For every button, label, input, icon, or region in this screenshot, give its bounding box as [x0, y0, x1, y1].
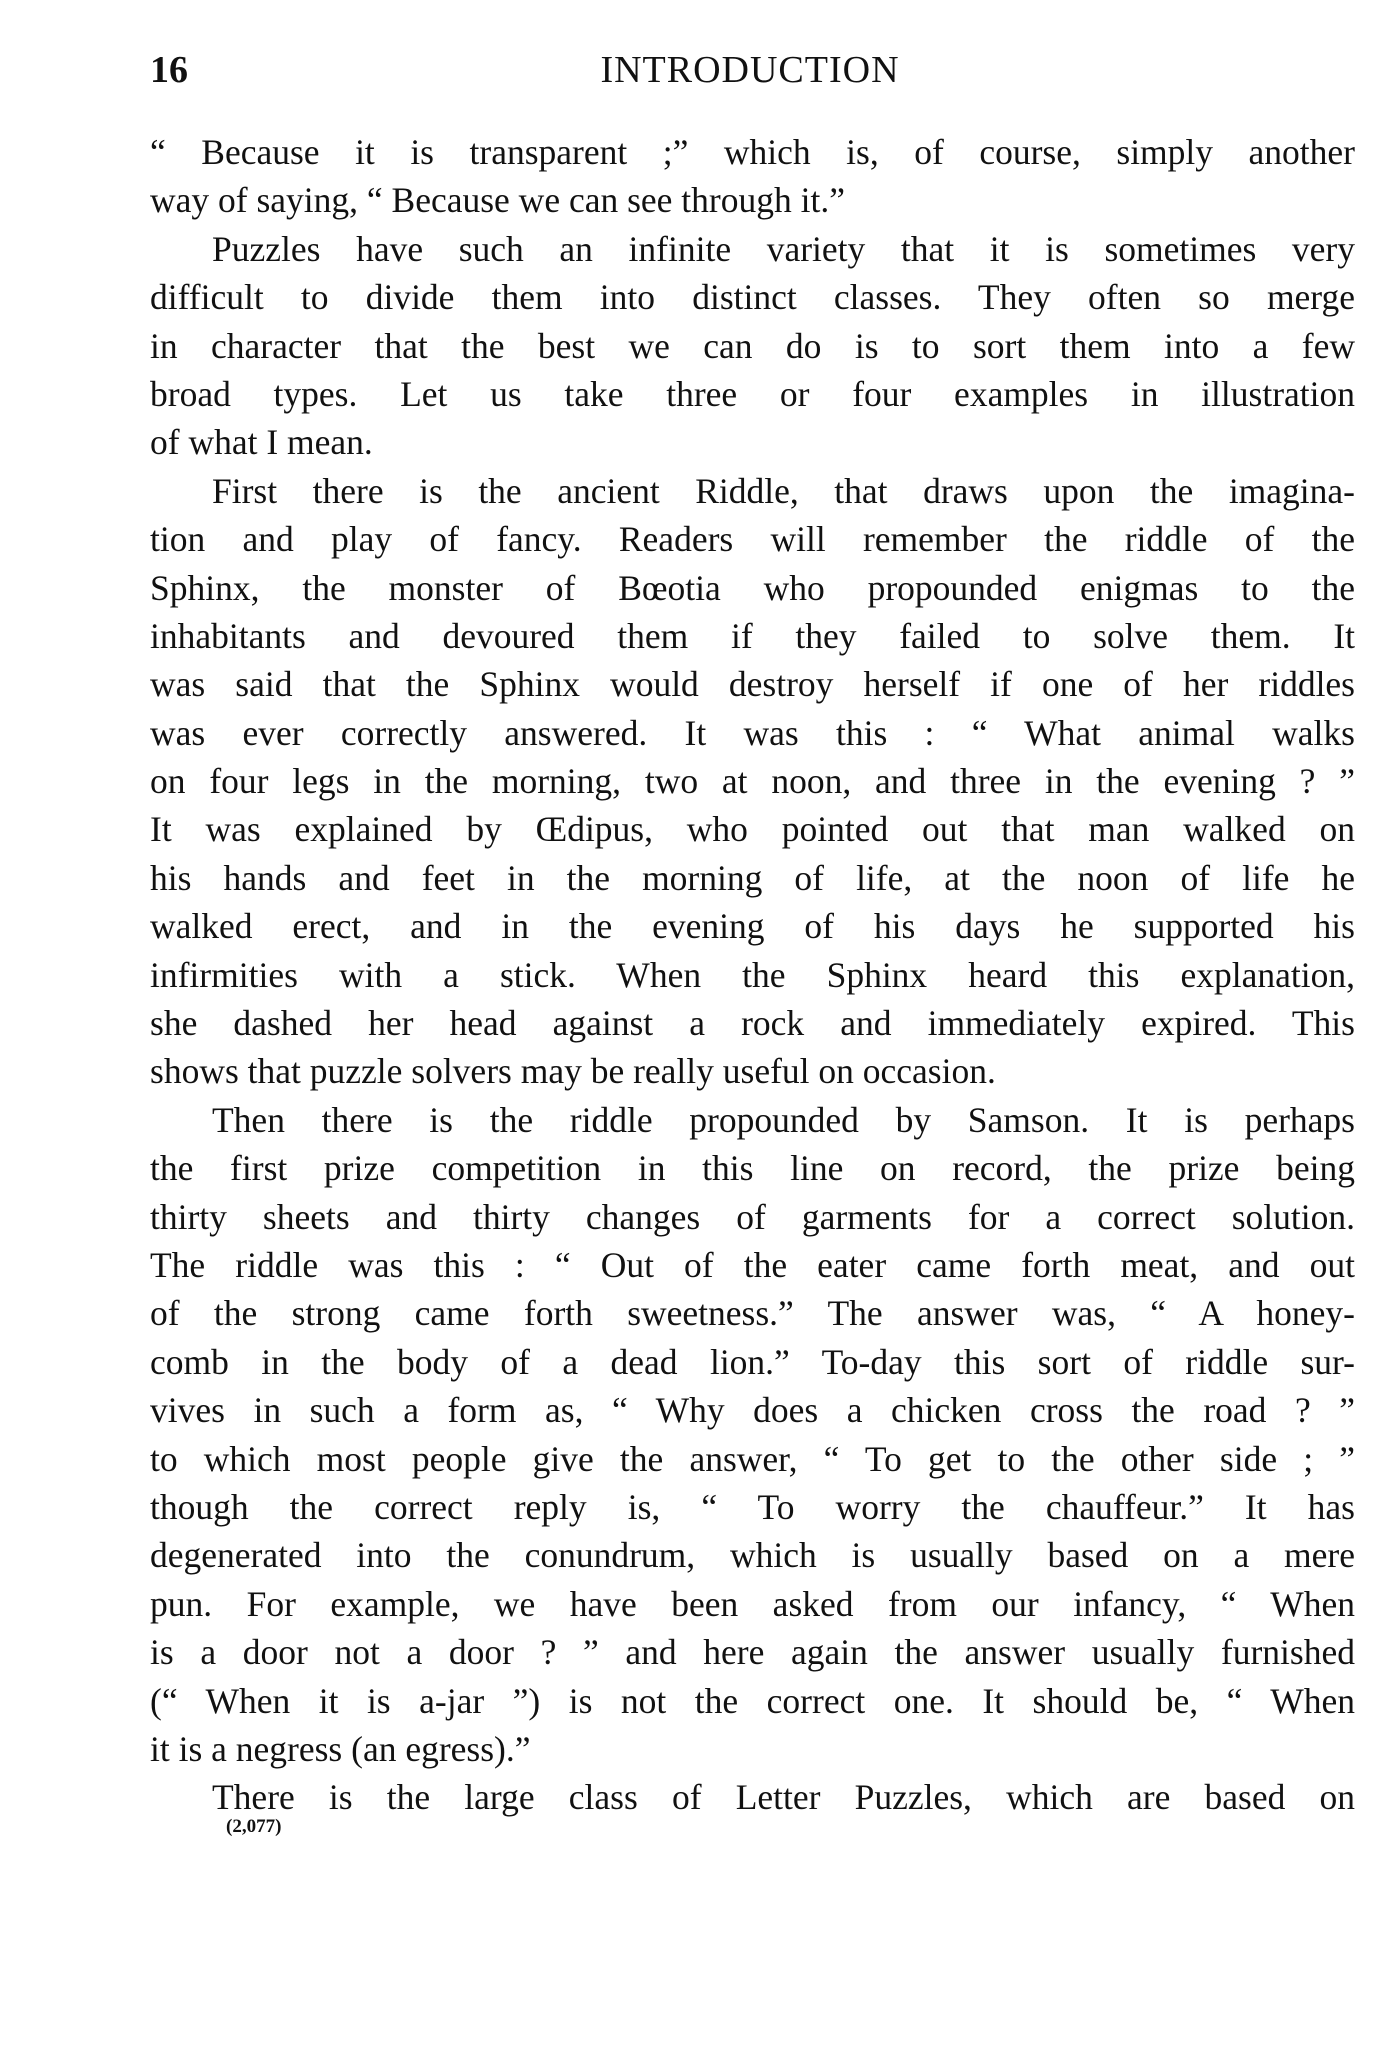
text-line: First there is the ancient Riddle, that draws upon the imagina- [212, 470, 1355, 511]
text-line: thirty sheets and thirty changes of garments for a correct solution. [150, 1196, 1355, 1237]
running-title: INTRODUCTION [600, 49, 900, 91]
text-line: There is the large class of Letter Puzzles, which are based on [212, 1777, 1355, 1818]
text-line: though the correct reply is, “ To worry the chauffeur.” It has [150, 1486, 1355, 1527]
text-line: difficult to divide them into distinct classes. They often so merge [150, 277, 1355, 318]
text-line: inhabitants and devoured them if they failed to solve them. It [150, 615, 1355, 656]
text-line: his hands and feet in the morning of life, at the noon of life he [150, 857, 1355, 898]
text-line: Then there is the riddle propounded by Samson. It is perhaps [212, 1099, 1355, 1140]
text-line: shows that puzzle solvers may be really useful on occasion. [150, 1051, 996, 1092]
text-line: broad types. Let us take three or four examples in illustration [150, 373, 1355, 414]
text-line: pun. For example, we have been asked from our infancy, “ When [150, 1583, 1355, 1624]
text-line: on four legs in the morning, two at noon, and three in the evening ? ” [150, 761, 1355, 802]
text-line: Puzzles have such an infinite variety that it is sometimes very [212, 228, 1355, 269]
text-line: It was explained by Œdipus, who pointed out that man walked on [150, 809, 1355, 850]
text-line: was said that the Sphinx would destroy herself if one of her riddles [150, 664, 1355, 705]
text-line: of what I mean. [150, 422, 373, 463]
text-line: way of saying, “ Because we can see through it.” [150, 180, 845, 221]
text-line: vives in such a form as, “ Why does a chicken cross the road ? ” [150, 1390, 1355, 1431]
text-line: “ Because it is transparent ;” which is, of course, simply another [150, 132, 1355, 172]
text-line: in character that the best we can do is to sort them into a few [150, 325, 1355, 366]
text-line: she dashed her head against a rock and immediately expired. This [150, 1003, 1355, 1044]
text-line: The riddle was this : “ Out of the eater came forth meat, and out [150, 1244, 1355, 1285]
text-line: Sphinx, the monster of Bœotia who propounded enigmas to the [150, 567, 1355, 608]
text-line: of the strong came forth sweetness.” The answer was, “ A honey- [150, 1293, 1355, 1334]
text-line: (“ When it is a-jar ”) is not the correct one. It should be, “ When [150, 1680, 1355, 1721]
body-text [150, 128, 1355, 1822]
text-line: comb in the body of a dead lion.” To-day this sort of riddle sur- [150, 1341, 1355, 1382]
text-line: tion and play of fancy. Readers will remember the riddle of the [150, 519, 1355, 560]
text-line: it is a negress (an egress).” [150, 1728, 531, 1769]
signature-mark: (2,077) [226, 1816, 282, 1837]
text-line: infirmities with a stick. When the Sphinx heard this explanation, [150, 954, 1355, 995]
text-line: degenerated into the conundrum, which is usually based on a mere [150, 1535, 1355, 1576]
text-line: was ever correctly answered. It was this : “ What animal walks [150, 712, 1355, 753]
running-head [150, 48, 1350, 98]
text-line: to which most people give the answer, “ To get to the other side ; ” [150, 1438, 1355, 1479]
text-line: is a door not a door ? ” and here again the answer usually furnished [150, 1632, 1355, 1673]
text-line: walked erect, and in the evening of his days he supported his [150, 906, 1355, 947]
page-number: 16 [150, 49, 188, 91]
text-line: the first prize competition in this line on record, the prize being [150, 1148, 1355, 1189]
